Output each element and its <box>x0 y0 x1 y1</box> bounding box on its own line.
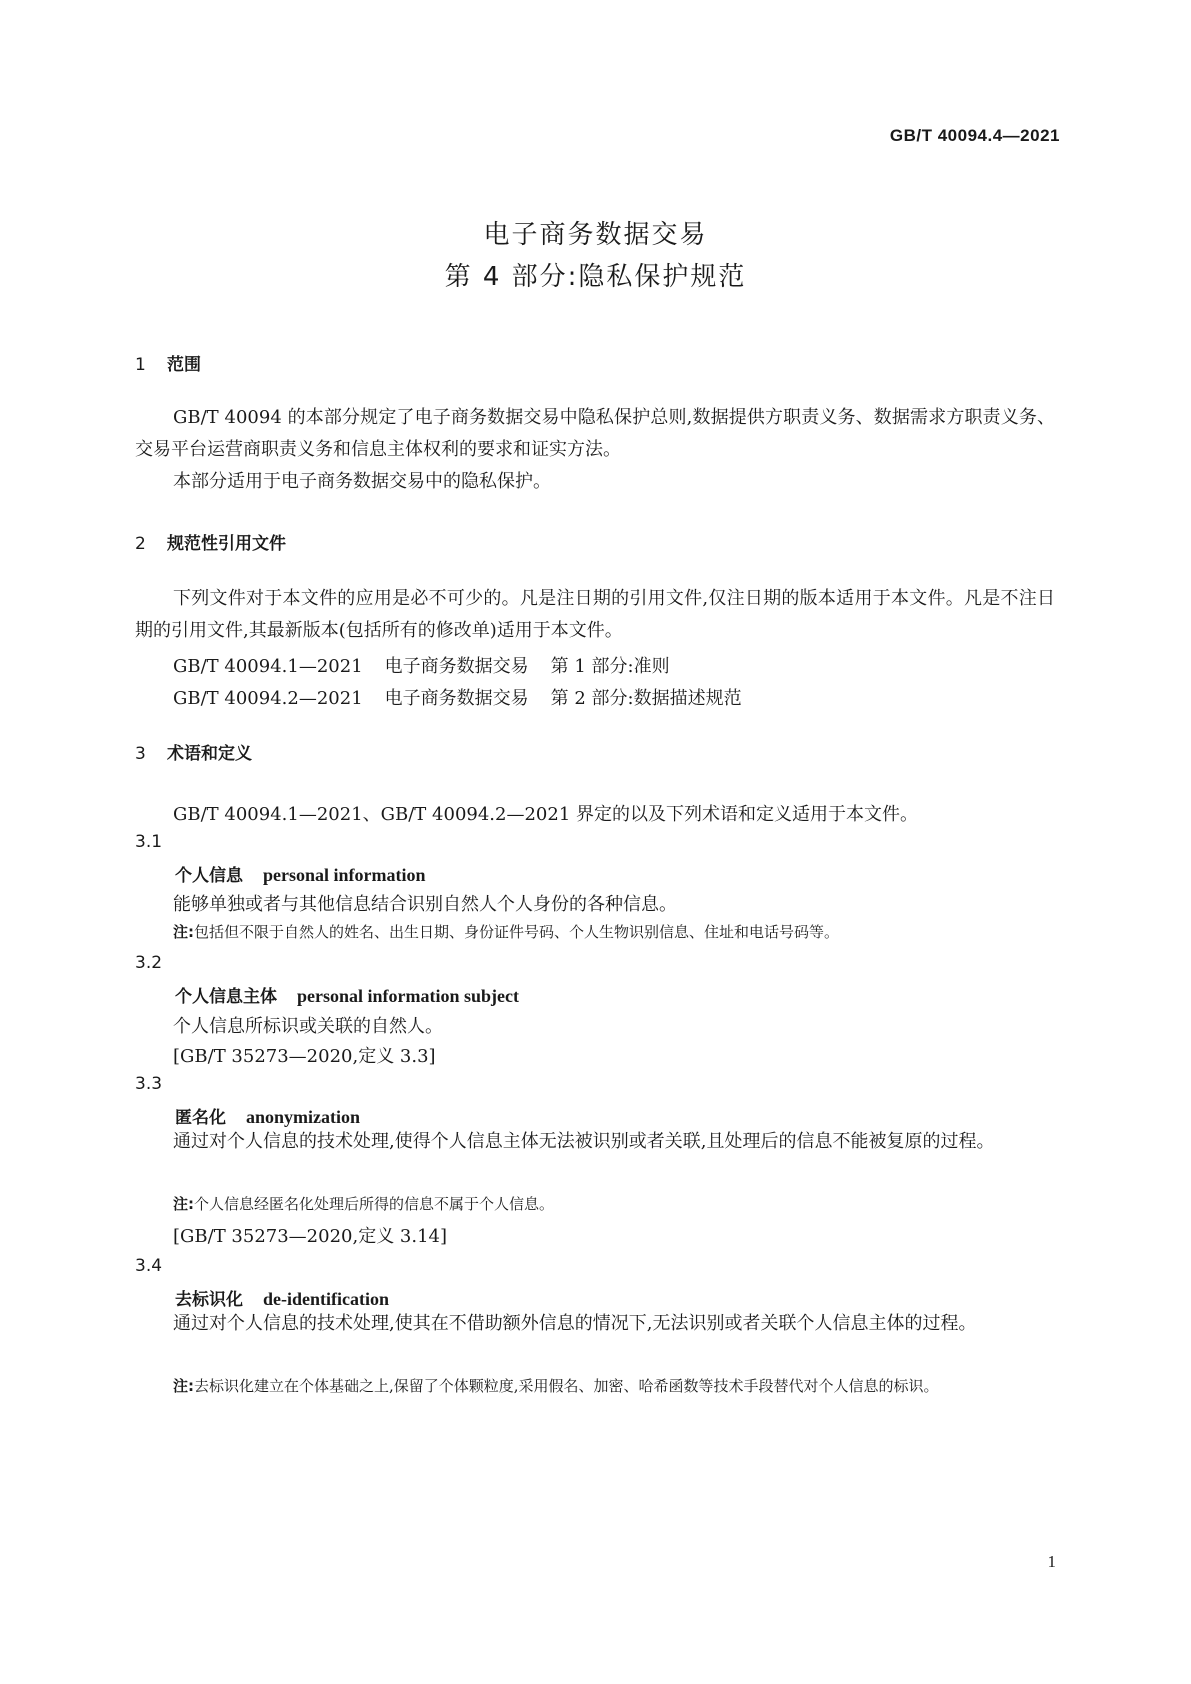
term-zh: 个人信息主体 <box>175 987 277 1007</box>
term-source: [GB/T 35273—2020,定义 3.3] <box>173 1046 436 1067</box>
term-zh: 匿名化 <box>175 1108 226 1128</box>
term-definition: 通过对个人信息的技术处理,使得个人信息主体无法被识别或者关联,且处理后的信息不能被复原的过程。 <box>173 1131 995 1152</box>
note-label: 注: <box>173 1377 194 1395</box>
note-text: 包括但不限于自然人的姓名、出生日期、身份证件号码、个人生物识别信息、住址和电话号码等。 <box>194 923 840 941</box>
term-definition: 通过对个人信息的技术处理,使其在不借助额外信息的情况下,无法识别或者关联个人信息主体的过程。 <box>173 1313 977 1334</box>
term-en: anonymization <box>246 1107 361 1127</box>
normative-reference <box>173 684 742 710</box>
reference-part: 第 1 部分:准则 <box>550 656 670 677</box>
section-title: 规范性引用文件 <box>167 534 286 554</box>
term-heading <box>175 1285 389 1310</box>
term-heading <box>175 1103 360 1128</box>
reference-code: GB/T 40094.1—2021 <box>173 656 363 677</box>
term-source: [GB/T 35273—2020,定义 3.14] <box>173 1226 448 1247</box>
term-zh: 去标识化 <box>175 1290 243 1310</box>
title-line-1: 电子商务数据交易 <box>483 220 708 250</box>
normative-reference <box>173 652 670 678</box>
section-title: 术语和定义 <box>167 744 252 764</box>
note-label: 注: <box>173 1195 194 1213</box>
term-number: 3.4 <box>135 1256 163 1276</box>
term-heading <box>175 861 426 886</box>
note-text: 去标识化建立在个体基础之上,保留了个体颗粒度,采用假名、加密、哈希函数等技术手段替代对个人信息的标识。 <box>194 1377 939 1395</box>
section-title: 范围 <box>167 355 201 375</box>
reference-code: GB/T 40094.2—2021 <box>173 688 363 709</box>
reference-name: 电子商务数据交易 <box>384 656 529 677</box>
term-en: personal information <box>263 865 426 885</box>
term-heading <box>175 982 519 1007</box>
section-1-heading <box>135 350 201 375</box>
section-2-paragraph-1: 下列文件对于本文件的应用是必不可少的。凡是注日期的引用文件,仅注日期的版本适用于本文件。凡是不注日期的引用文件,其最新版本(包括所有的修改单)适用于本文件。 <box>135 588 1055 641</box>
term-number: 3.1 <box>135 832 163 852</box>
section-number: 3 <box>135 744 146 764</box>
term-definition: 能够单独或者与其他信息结合识别自然人个人身份的各种信息。 <box>173 894 677 915</box>
term-note <box>173 1372 1082 1400</box>
term-definition: 个人信息所标识或关联的自然人。 <box>173 1016 443 1037</box>
section-number: 2 <box>135 534 146 554</box>
term-number: 3.2 <box>135 953 163 973</box>
note-label: 注: <box>173 923 194 941</box>
section-3-paragraph-1: GB/T 40094.1—2021、GB/T 40094.2—2021 界定的以及下列术语和定义适用于本文件。 <box>173 804 919 825</box>
title-line-2: 第 4 部分:隐私保护规范 <box>444 262 747 292</box>
reference-name: 电子商务数据交易 <box>384 688 529 709</box>
section-2-heading <box>135 529 286 554</box>
section-1-paragraph-1: GB/T 40094 的本部分规定了电子商务数据交易中隐私保护总则,数据提供方职责义务、数据需求方职责义务、交易平台运营商职责义务和信息主体权利的要求和证实方法。 <box>135 407 1055 460</box>
term-note <box>173 918 1058 946</box>
page-number: 1 <box>1047 1552 1056 1571</box>
reference-part: 第 2 部分:数据描述规范 <box>550 688 742 709</box>
term-en: de-identification <box>263 1289 389 1309</box>
section-1-paragraph-2: 本部分适用于电子商务数据交易中的隐私保护。 <box>173 471 551 492</box>
term-en: personal information subject <box>297 986 519 1006</box>
section-3-heading <box>135 739 252 764</box>
standard-number: GB/T 40094.4—2021 <box>889 126 1060 145</box>
section-number: 1 <box>135 355 146 375</box>
note-text: 个人信息经匿名化处理后所得的信息不属于个人信息。 <box>194 1195 555 1213</box>
term-number: 3.3 <box>135 1074 163 1094</box>
term-note <box>173 1190 1058 1218</box>
term-zh: 个人信息 <box>175 866 243 886</box>
